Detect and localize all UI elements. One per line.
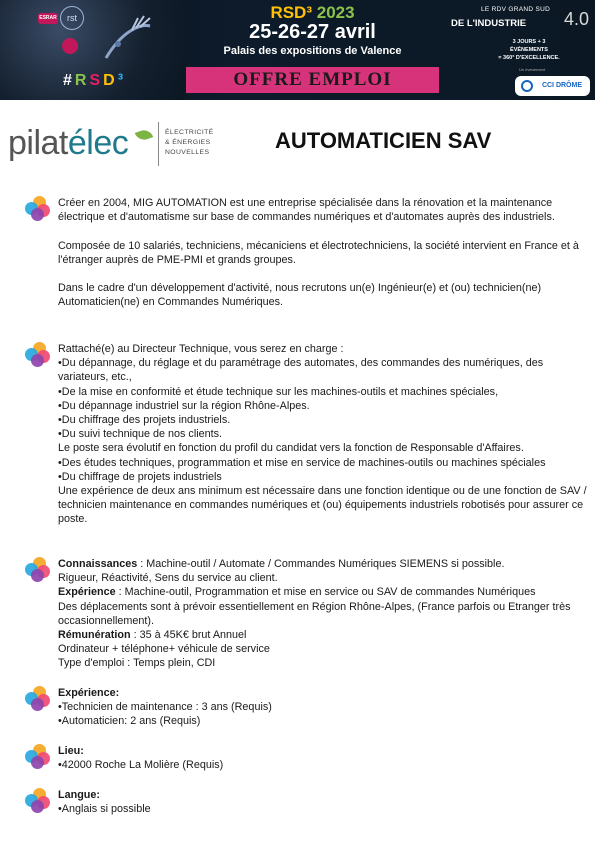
section-label: Lieu: xyxy=(58,745,84,757)
mission-line: Une expérience de deux ans minimum est nécessaire dans une fonction identique ou de une fonction de SAV / technicien maintenance en commandes numériques et (ou) équipements industriels robotisés pour assurer ce poste. xyxy=(58,485,587,526)
intro-paragraph: Créer en 2004, MIG AUTOMATION est une entreprise spécialisée dans la rénovation et la maintenance électrique et d'automatisme sur base de commandes numériques et d'automates auprès des industriels. xyxy=(58,197,555,224)
job-title: AUTOMATICIEN SAV xyxy=(275,128,492,153)
leaf-icon xyxy=(135,128,153,143)
list-item: •42000 Roche La Molière (Requis) xyxy=(58,759,224,772)
intro-paragraph: Composée de 10 salariés, techniciens, mécaniciens et électrotechniciens, la société intervient en France et à l'étranger auprès de PME-PMI et grands groupes. xyxy=(58,239,579,266)
salary-line: Rémunération : 35 à 45K€ brut Annuel xyxy=(58,629,247,642)
bubbles-icon xyxy=(25,788,53,814)
list-item: •Anglais si possible xyxy=(58,803,151,816)
missions-section xyxy=(58,342,588,527)
bubbles-icon xyxy=(25,196,53,222)
event-banner xyxy=(0,0,595,100)
logo-divider xyxy=(158,122,159,166)
list-item: •Technicien de maintenance : 3 ans (Requis) xyxy=(58,701,272,714)
esrar-logo: ESRAR xyxy=(38,13,58,24)
mission-line: Le poste sera évolutif en fonction du profil du candidat vers la fonction de Responsable d'Affaires. xyxy=(58,442,524,455)
qualities-line: Rigueur, Réactivité, Sens du service au client. xyxy=(58,572,278,585)
event-name: RSD³ 2023 xyxy=(270,3,355,22)
profile-section xyxy=(58,557,588,671)
bubbles-icon xyxy=(25,686,53,712)
equipment-line: Ordinateur + téléphone+ véhicule de service xyxy=(58,643,270,656)
experience-line: Expérience : Machine-outil, Programmation et mise en service ou SAV de commandes Numériques xyxy=(58,586,536,599)
list-item: •Automaticien: 2 ans (Requis) xyxy=(58,715,201,728)
section-label: Expérience: xyxy=(58,687,120,699)
mission-line: •De la mise en conformité et étude technique sur les machines-outils et machines spéciales, xyxy=(58,385,499,398)
mission-line: •Du dépannage industriel sur la région Rhône-Alpes. xyxy=(58,399,310,412)
intro-section xyxy=(58,196,588,310)
rst-logo: rst xyxy=(60,6,84,30)
mission-line: •Du dépannage, du réglage et du paramétrage des automates, des commandes des numériques, des variateurs, etc., xyxy=(58,357,544,384)
bubbles-icon xyxy=(25,342,53,368)
experience-section xyxy=(58,686,588,729)
intro-paragraph: Dans le cadre d'un développement d'activité, nous recrutons un(e) Ingénieur(e) et (ou) technicien(ne) Automaticien(ne) en Commandes Numériques. xyxy=(58,282,542,309)
offer-label: OFFRE EMPLOI xyxy=(186,67,439,93)
travel-line: Des déplacements sont à prévoir essentiellement en Région Rhône-Alpes, (France parfois ou Etranger très occasionnellement). xyxy=(58,600,571,627)
company-tagline: ÉLECTRICITÉ & ÉNERGIES NOUVELLES xyxy=(165,129,214,156)
mission-line: Rattaché(e) au Directeur Technique, vous serez en charge : xyxy=(58,343,344,355)
rdv-heading: LE RDV GRAND SUD DE L'INDUSTRIE 4.0 xyxy=(451,6,589,29)
company-wordmark: pilatélec xyxy=(8,124,129,162)
bubbles-icon xyxy=(25,557,53,583)
event-summary: 3 JOURS + 3 ÉVÉNEMENTS = 360° D'EXCELLENCE. xyxy=(498,39,560,61)
cci-drome-logo: CCI DRÔME xyxy=(515,76,590,96)
location-section xyxy=(58,744,588,772)
mission-line: •Du suivi technique de nos clients. xyxy=(58,428,223,441)
industry-version: 4.0 xyxy=(563,9,589,29)
robot-hand-icon xyxy=(98,8,158,66)
organizer-prefix: Un événement xyxy=(519,67,546,72)
partner-logo xyxy=(62,38,78,54)
mission-line: •Du chiffrage des projets industriels. xyxy=(58,414,231,427)
event-dates: 25-26-27 avril xyxy=(249,21,376,43)
mission-line: •Des études techniques, programmation et mise en service de machines-outils ou machines spéciales xyxy=(58,456,546,469)
contract-line: Type d'emploi : Temps plein, CDI xyxy=(58,657,216,670)
event-venue: Palais des expositions de Valence xyxy=(223,45,402,57)
event-hashtag: #RSD³ xyxy=(63,72,127,89)
knowledge-line: Connaissances : Machine-outil / Automate / Commandes Numériques SIEMENS si possible. xyxy=(58,558,505,570)
language-section xyxy=(58,788,588,816)
mission-line: •Du chiffrage de projets industriels xyxy=(58,470,222,483)
bubbles-icon xyxy=(25,744,53,770)
section-label: Langue: xyxy=(58,789,100,801)
